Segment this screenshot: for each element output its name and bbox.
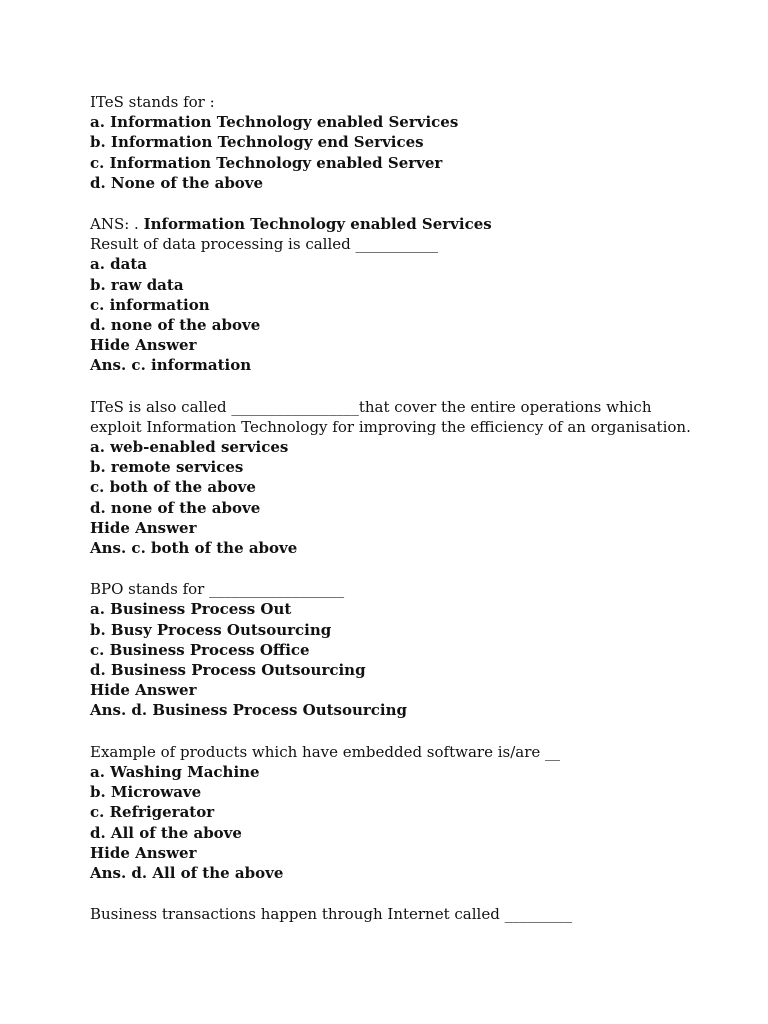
question-stem: ITeS stands for : xyxy=(90,93,215,111)
question-stem: Example of products which have embedded software is/are __ xyxy=(90,742,561,761)
option-c: c. information xyxy=(90,295,210,314)
question-stem: Business transactions happen through Internet called _________ xyxy=(90,905,573,924)
option-a: a. Washing Machine xyxy=(90,762,260,781)
option-d: d. none of the above xyxy=(90,498,261,517)
option-d: d. Business Process Outsourcing xyxy=(90,661,366,680)
spacer xyxy=(90,376,730,397)
hide-answer-link[interactable]: Hide Answer xyxy=(90,518,197,537)
question-3 xyxy=(90,397,730,559)
answer-prefix: ANS: . xyxy=(90,215,144,234)
option-a: a. web-enabled services xyxy=(90,438,289,457)
option-c: c. Business Process Office xyxy=(90,640,310,659)
option-d: d. none of the above xyxy=(90,316,261,335)
spacer xyxy=(90,193,730,214)
question-4 xyxy=(90,579,730,720)
hide-answer-link[interactable]: Hide Answer xyxy=(90,843,197,862)
question-2 xyxy=(90,234,730,375)
option-b: b. Microwave xyxy=(90,783,202,802)
question-stem: BPO stands for __________________ xyxy=(90,580,345,599)
option-b: b. raw data xyxy=(90,275,184,294)
question-1 xyxy=(90,92,730,193)
answer-text: Ans. d. All of the above xyxy=(90,863,284,882)
option-a: a. data xyxy=(90,255,148,274)
spacer xyxy=(90,883,730,904)
document-page xyxy=(90,92,730,924)
question-stem-continued: exploit Information Technology for improving the efficiency of an organisation. xyxy=(90,417,691,436)
answer-text: Ans. c. both of the above xyxy=(90,539,298,558)
option-a: a. Business Process Out xyxy=(90,600,292,619)
answer-line xyxy=(90,214,730,234)
answer-value: Information Technology enabled Services xyxy=(143,215,492,234)
answer-text: Ans. c. information xyxy=(90,356,252,375)
question-stem: ITeS is also called _________________that cover the entire operations which xyxy=(90,397,652,416)
hide-answer-link[interactable]: Hide Answer xyxy=(90,681,197,700)
option-c: c. Refrigerator xyxy=(90,803,215,822)
option-c: c. both of the above xyxy=(90,478,256,497)
option-b: b. remote services xyxy=(90,458,244,477)
option-b: b. Information Technology end Services xyxy=(90,133,424,152)
question-6 xyxy=(90,904,730,924)
option-c: c. Information Technology enabled Server xyxy=(90,153,443,172)
question-stem: Result of data processing is called ___________ xyxy=(90,235,439,254)
answer-text: Ans. d. Business Process Outsourcing xyxy=(90,701,408,720)
spacer xyxy=(90,721,730,742)
option-b: b. Busy Process Outsourcing xyxy=(90,620,332,639)
question-5 xyxy=(90,742,730,883)
option-a: a. Information Technology enabled Services xyxy=(90,113,459,132)
option-d: d. None of the above xyxy=(90,173,264,192)
option-d: d. All of the above xyxy=(90,823,242,842)
hide-answer-link[interactable]: Hide Answer xyxy=(90,336,197,355)
spacer xyxy=(90,558,730,579)
